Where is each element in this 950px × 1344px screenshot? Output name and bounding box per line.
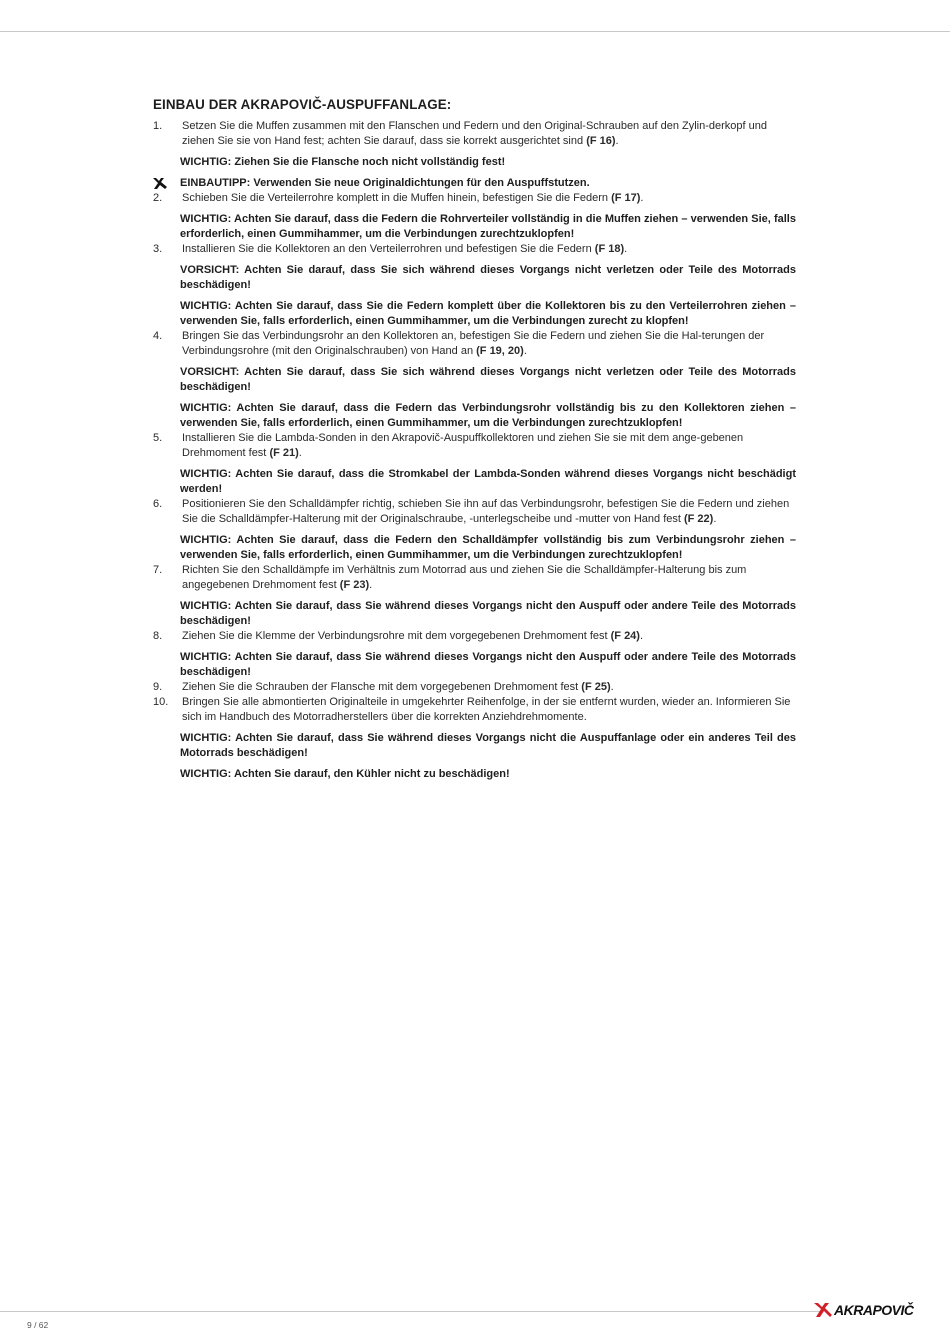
warning-note: WICHTIG: Achten Sie darauf, den Kühler nicht zu beschädigen! — [180, 768, 510, 780]
step-text-wrap — [182, 563, 796, 593]
tip-text: EINBAUTIPP: Verwenden Sie neue Originaldichtungen für den Auspuffstutzen. — [180, 177, 590, 189]
warning-note: WICHTIG: Achten Sie darauf, dass die Federn den Schalldämpfer vollständig bis zum Verbindungsrohr ziehen – verwenden Sie, falls erforderlich, einen Gummihammer, um die Verbindungen zurechtzuklopfen! — [180, 534, 796, 561]
step-punctuation: . — [369, 579, 373, 591]
step-text: Bringen Sie das Verbindungsrohr an den Kollektoren an, befestigen Sie die Federn und ziehen Sie die Hal-terungen der Verbindungsrohre (mit den Originalschrauben) von Hand an — [182, 330, 765, 357]
scorpion-tip-icon — [152, 177, 168, 190]
steps-list — [153, 119, 796, 782]
step-text-wrap — [182, 497, 796, 527]
figure-reference: (F 25) — [581, 681, 611, 693]
warning-note: VORSICHT: Achten Sie darauf, dass Sie sich während dieses Vorgangs nicht verletzen oder Teile des Motorrads beschädigen! — [180, 366, 796, 393]
figure-reference: (F 18) — [594, 243, 625, 255]
step-text: Richten Sie den Schalldämpfe im Verhältnis zum Motorrad aus und ziehen Sie die Schalldämpfer-Halterung bis zum angegebenen Drehmoment fest — [182, 564, 747, 591]
warning-note: WICHTIG: Achten Sie darauf, dass die Federn die Rohrverteiler vollständig in die Muffen ziehen – verwenden Sie, falls erforderlich, einen Gummihammer, um die Verbindungen zurechtzuklopfen! — [180, 213, 796, 240]
step-item — [153, 563, 796, 593]
section-title: EINBAU DER AKRAPOVIČ-AUSPUFFANLAGE: — [153, 97, 452, 112]
warning-note: WICHTIG: Achten Sie darauf, dass Sie während dieses Vorgangs nicht die Auspuffanlage oder ein anderes Teil des Motorrads beschädigen! — [180, 732, 796, 759]
step-text-wrap — [182, 680, 796, 695]
step-item — [153, 329, 796, 359]
step-text-wrap — [182, 242, 796, 257]
warning-note: WICHTIG: Achten Sie darauf, dass Sie während dieses Vorgangs nicht den Auspuff oder andere Teile des Motorrads beschädigen! — [180, 600, 796, 627]
warning-note: WICHTIG: Achten Sie darauf, dass die Stromkabel der Lambda-Sonden während dieses Vorgangs nicht beschädigt werden! — [180, 468, 796, 495]
step-item — [153, 629, 796, 644]
warning-note: WICHTIG: Ziehen Sie die Flansche noch nicht vollständig fest! — [180, 156, 506, 168]
akrapovic-logo — [812, 1300, 914, 1320]
step-number: 9. — [153, 681, 163, 693]
step-number: 1. — [153, 120, 163, 132]
figure-reference: (F 21) — [269, 447, 299, 459]
step-punctuation: . — [639, 630, 644, 642]
step-number: 6. — [153, 498, 163, 510]
step-text: Positionieren Sie den Schalldämpfer richtig, schieben Sie ihn auf das Verbindungsrohr, befestigen Sie die Federn und ziehen Sie die Schalldämpfer-Halterung mit der Originalschraube, -unterlegscheibe und -mutter von Hand fest — [182, 498, 790, 525]
step-punctuation: . — [624, 243, 628, 255]
step-number: 3. — [153, 243, 163, 255]
page-number: 9 / 62 — [27, 1320, 49, 1330]
step-item — [153, 242, 796, 257]
step-punctuation: . — [610, 681, 614, 693]
step-text-wrap — [182, 191, 796, 206]
step-text: Installieren Sie die Kollektoren an den Verteilerrohren und befestigen Sie die Federn — [182, 243, 592, 255]
warning-note: VORSICHT: Achten Sie darauf, dass Sie sich während dieses Vorgangs nicht verletzen oder Teile des Motorrads beschädigen! — [180, 264, 796, 291]
step-punctuation: . — [640, 192, 644, 204]
step-punctuation: . — [298, 447, 302, 459]
step-punctuation: . — [713, 513, 717, 525]
step-number: 8. — [153, 630, 163, 642]
warning-note: WICHTIG: Achten Sie darauf, dass Sie die Federn komplett über die Kollektoren bis zu den Verteilerrohren ziehen – verwenden Sie, falls erforderlich, einen Gummihammer, um die Verbindungen zurecht zu klopfen! — [180, 300, 796, 327]
step-number: 5. — [153, 432, 163, 444]
step-text-wrap — [182, 695, 796, 725]
step-number: 2. — [153, 192, 163, 204]
figure-reference: (F 22) — [683, 513, 714, 525]
step-number: 10. — [153, 696, 169, 708]
footer-rule — [0, 1311, 820, 1312]
header-rule — [0, 31, 950, 32]
step-item — [153, 497, 796, 527]
figure-reference: (F 19, 20) — [476, 345, 524, 357]
figure-reference: (F 23) — [339, 579, 370, 591]
step-text-wrap — [182, 629, 796, 644]
step-number: 4. — [153, 330, 163, 342]
scorpion-logo-icon — [812, 1300, 834, 1320]
installation-tip — [180, 176, 796, 191]
warning-note: WICHTIG: Achten Sie darauf, dass Sie während dieses Vorgangs nicht den Auspuff oder andere Teile des Motorrads beschädigen! — [180, 651, 796, 678]
step-text-wrap — [182, 431, 796, 461]
step-item — [153, 695, 796, 725]
step-text: Ziehen Sie die Klemme der Verbindungsrohre mit dem vorgegebenen Drehmoment fest — [182, 630, 608, 642]
step-number: 7. — [153, 564, 163, 576]
figure-reference: (F 16) — [586, 135, 616, 147]
step-text: Bringen Sie alle abmontierten Originalteile in umgekehrter Reihenfolge, in der sie entfernt wurden, wieder an. Informieren Sie sich im Handbuch des Motorradherstellers über die korrekten Anziehdrehmomente. — [182, 696, 791, 723]
step-text-wrap — [182, 329, 796, 359]
step-text-wrap — [182, 119, 796, 149]
figure-reference: (F 17) — [611, 192, 641, 204]
step-text: Schieben Sie die Verteilerrohre komplett in die Muffen hinein, befestigen Sie die Federn — [182, 192, 609, 204]
step-item — [153, 119, 796, 149]
step-item — [153, 431, 796, 461]
installation-section — [153, 97, 796, 782]
warning-note: WICHTIG: Achten Sie darauf, dass die Federn das Verbindungsrohr vollständig bis zu den Kollektoren ziehen – verwenden Sie, falls erforderlich, einen Gummihammer, um die Verbindungen zurechtzuklopfen! — [180, 402, 796, 429]
step-item — [153, 191, 796, 206]
step-punctuation: . — [615, 135, 619, 147]
step-text: Installieren Sie die Lambda-Sonden in den Akrapovič-Auspuffkollektoren und ziehen Sie sie mit dem ange-gebenen Drehmoment fest — [182, 432, 744, 459]
step-text: Setzen Sie die Muffen zusammen mit den Flanschen und Federn und den Original-Schrauben auf den Zylin-derkopf und ziehen Sie sie von Hand fest; achten Sie darauf, dass sie korrekt ausgerichtet sind — [182, 120, 767, 147]
step-text: Ziehen Sie die Schrauben der Flansche mit dem vorgegebenen Drehmoment fest — [182, 681, 579, 693]
logo-wordmark: AKRAPOVIČ — [834, 1302, 914, 1318]
step-punctuation: . — [523, 345, 527, 357]
step-item — [153, 680, 796, 695]
figure-reference: (F 24) — [610, 630, 640, 642]
